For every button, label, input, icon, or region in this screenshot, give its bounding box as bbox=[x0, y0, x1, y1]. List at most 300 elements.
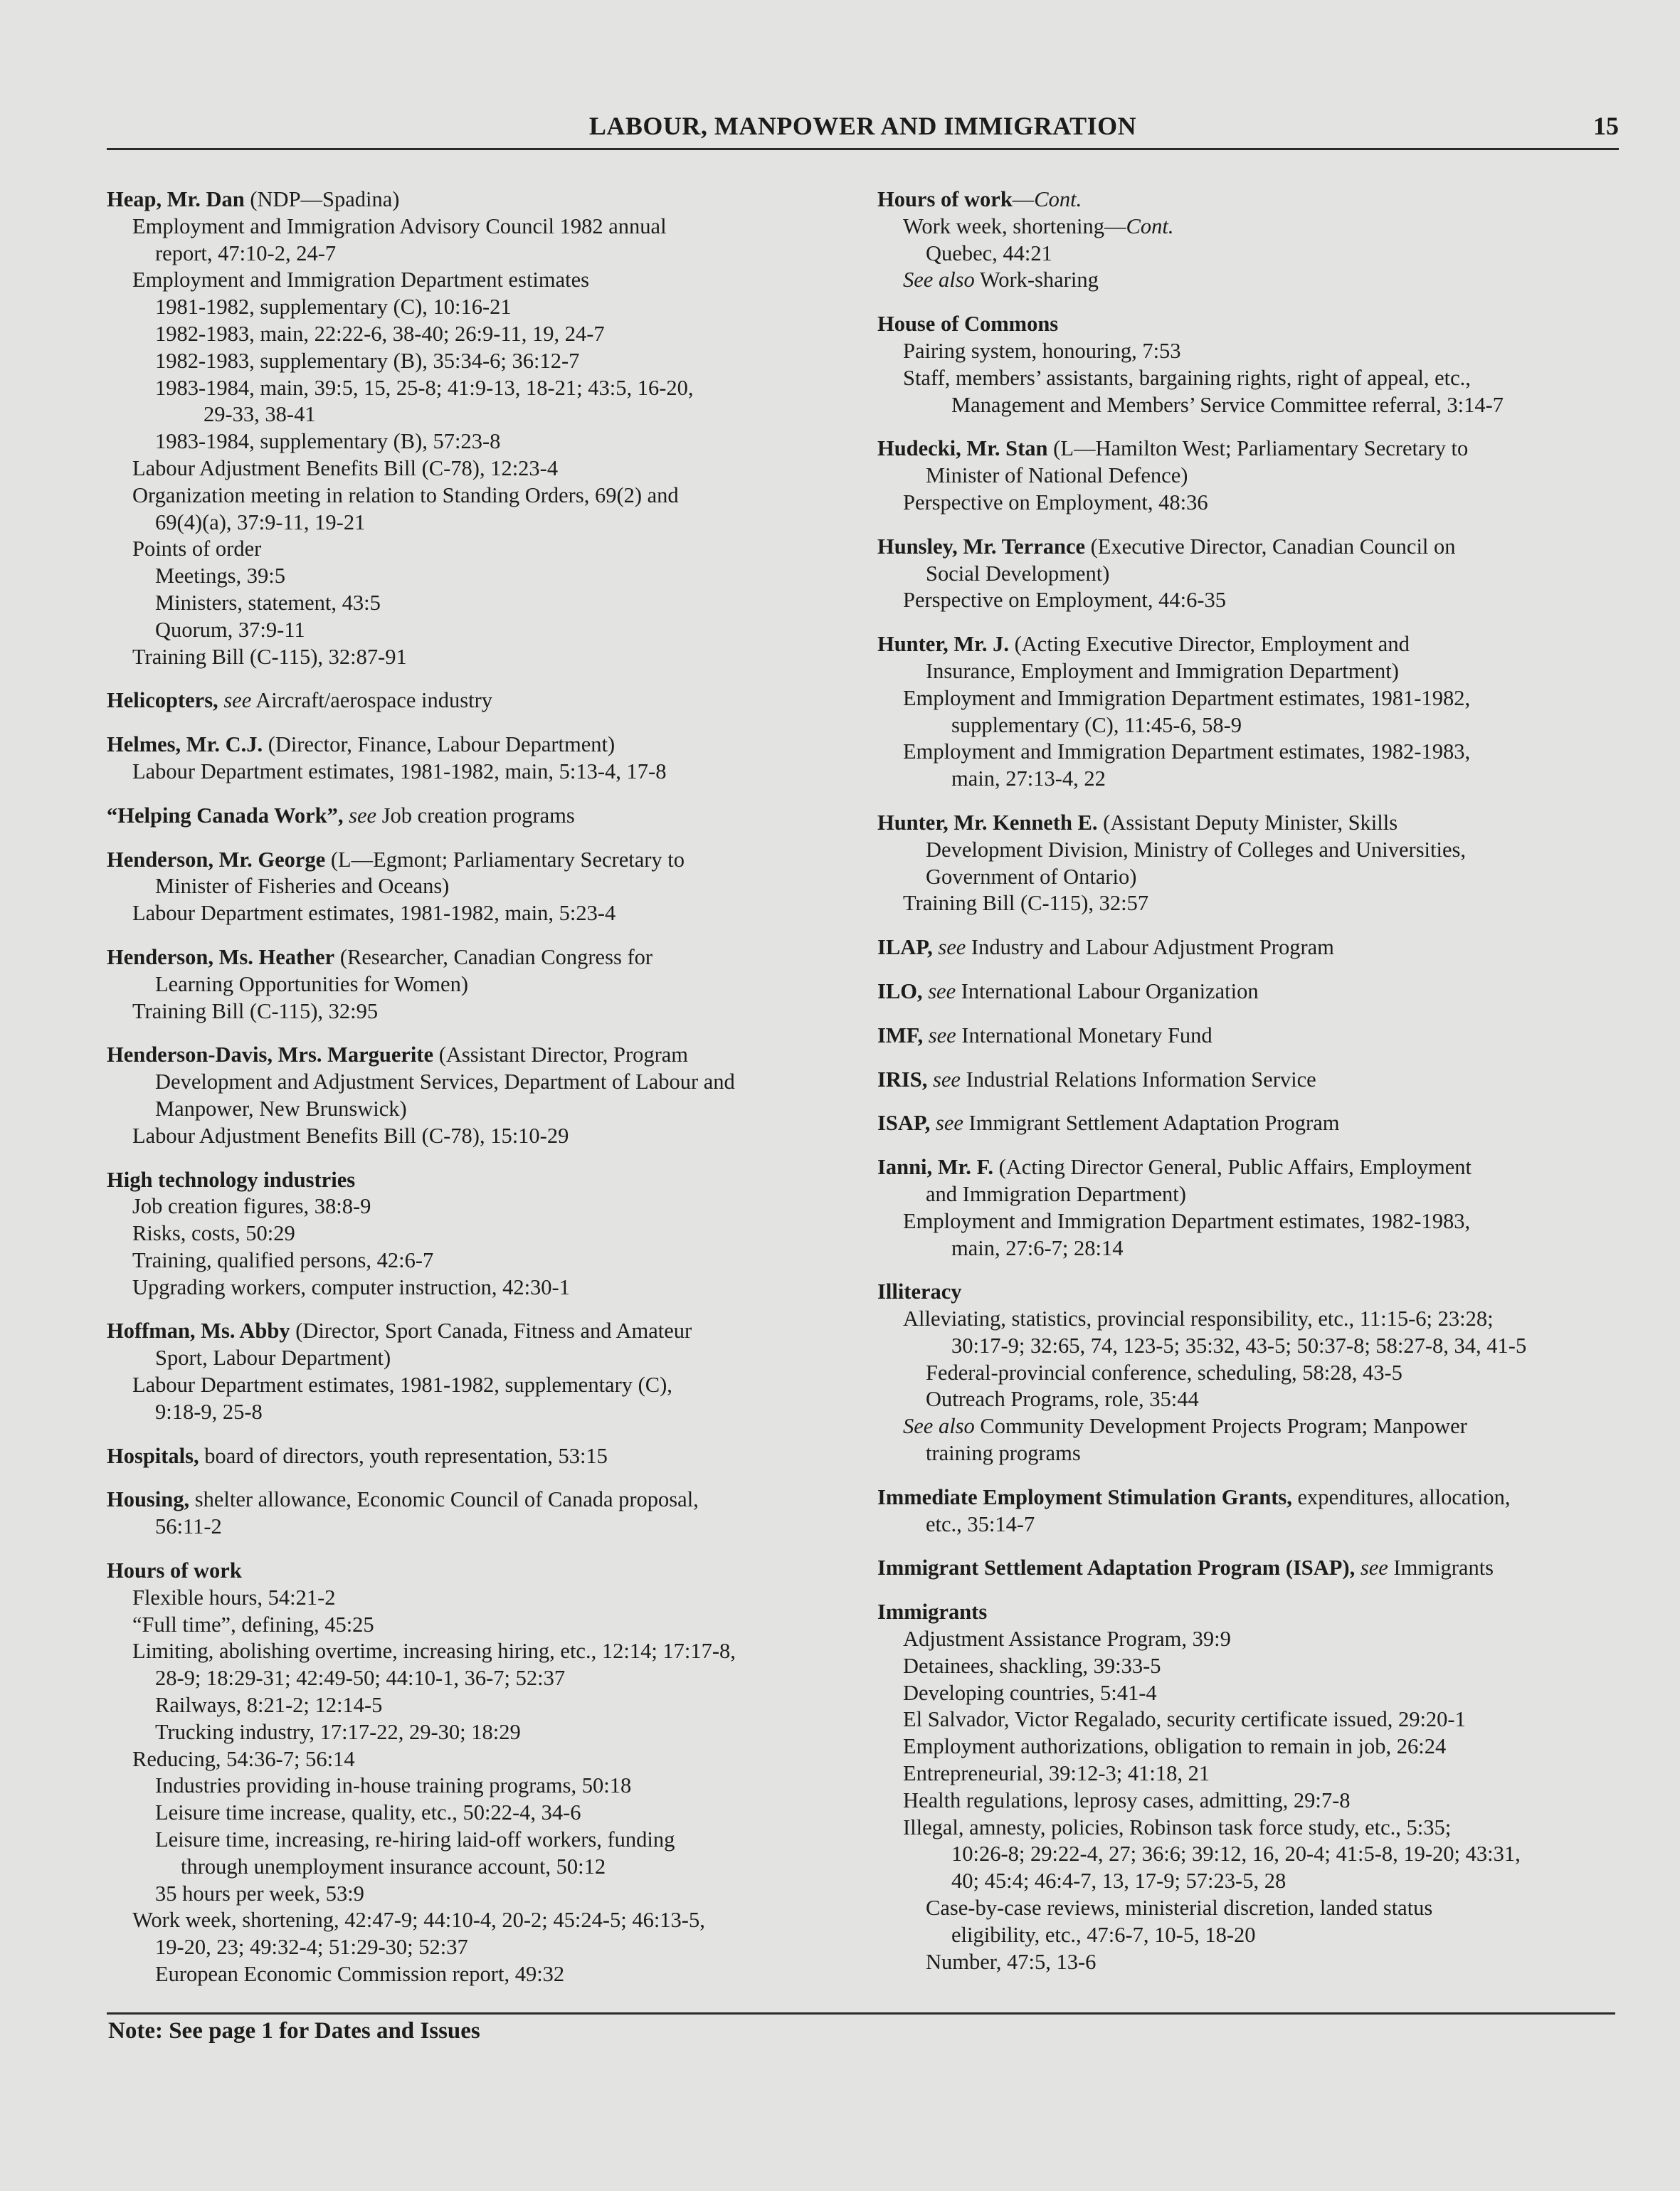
cross-reference-text: see bbox=[223, 688, 252, 713]
index-text: Perspective on Employment, 44:6-35 bbox=[903, 588, 1227, 613]
index-entry bbox=[107, 944, 854, 1025]
index-text bbox=[1355, 1556, 1361, 1580]
index-entry bbox=[877, 934, 1624, 961]
index-text: Meetings, 39:5 bbox=[155, 564, 285, 588]
index-text: Development Division, Ministry of Colleges and Universities, bbox=[926, 837, 1467, 862]
index-text: Case-by-case reviews, ministerial discretion, landed status bbox=[926, 1896, 1433, 1921]
cross-reference-text: See also bbox=[903, 1414, 975, 1439]
index-text: Leisure time increase, quality, etc., 50:22-4, 34-6 bbox=[155, 1800, 581, 1825]
index-heading-line bbox=[107, 803, 854, 830]
index-subentry-line bbox=[107, 1096, 854, 1123]
index-subentry-line bbox=[107, 1399, 854, 1426]
index-text: (Researcher, Canadian Congress for bbox=[334, 944, 653, 969]
index-subentry-line bbox=[107, 998, 854, 1025]
index-entry bbox=[107, 1487, 854, 1541]
index-text: Labour Department estimates, 1981-1982, main, 5:13-4, 17-8 bbox=[132, 759, 667, 783]
index-heading-text: Illiteracy bbox=[877, 1279, 962, 1304]
index-subentry-line bbox=[877, 1235, 1624, 1262]
index-text: Minister of Fisheries and Oceans) bbox=[155, 874, 450, 899]
index-text: 19-20, 23; 49:32-4; 51:29-30; 52:37 bbox=[155, 1935, 468, 1960]
index-heading-line bbox=[107, 186, 854, 213]
index-heading-text: Hours of work bbox=[877, 187, 1013, 211]
index-subentry-line bbox=[877, 1841, 1624, 1868]
index-subentry-line bbox=[877, 1511, 1624, 1538]
index-text: Employment and Immigration Department estimates, 1982-1983, bbox=[903, 739, 1471, 764]
index-subentry-line bbox=[107, 1854, 854, 1881]
cross-reference-text: see bbox=[935, 1111, 963, 1136]
index-text: (NDP—Spadina) bbox=[244, 187, 400, 211]
index-text: Risks, costs, 50:29 bbox=[132, 1221, 295, 1246]
index-heading-line bbox=[107, 1318, 854, 1345]
index-heading-line bbox=[877, 1279, 1624, 1306]
index-entry bbox=[107, 1443, 854, 1470]
index-subentry-line bbox=[877, 1413, 1624, 1440]
index-subentry-line bbox=[877, 1360, 1624, 1387]
cross-reference-text: see bbox=[928, 978, 956, 1003]
index-text: — bbox=[1012, 187, 1035, 211]
index-text: main, 27:6-7; 28:14 bbox=[951, 1235, 1124, 1260]
index-heading-line bbox=[877, 311, 1624, 338]
index-subentry-line bbox=[877, 1306, 1624, 1333]
index-text: Immigrant Settlement Adaptation Program bbox=[963, 1111, 1340, 1136]
index-subentry-line bbox=[107, 455, 854, 482]
index-heading-line bbox=[877, 810, 1624, 837]
index-text: (L—Hamilton West; Parliamentary Secretary to bbox=[1047, 436, 1469, 461]
index-text: Health regulations, leprosy cases, admitting, 29:7-8 bbox=[903, 1788, 1351, 1812]
index-subentry-line bbox=[107, 1827, 854, 1854]
index-subentry-line bbox=[877, 463, 1624, 490]
index-text: 1982-1983, main, 22:22-6, 38-40; 26:9-11, 19, 24-7 bbox=[155, 321, 605, 346]
index-text: 29-33, 38-41 bbox=[204, 402, 316, 427]
index-heading-text: Helmes, Mr. C.J. bbox=[107, 732, 263, 757]
index-subentry-line bbox=[877, 1922, 1624, 1949]
index-entry bbox=[107, 1558, 854, 1988]
index-text: 1982-1983, supplementary (B), 35:34-6; 36:12-7 bbox=[155, 348, 580, 373]
index-heading-text: Hunter, Mr. Kenneth E. bbox=[877, 810, 1098, 835]
index-subentry-line bbox=[107, 1247, 854, 1274]
index-heading-line bbox=[877, 1154, 1624, 1181]
index-text: Number, 47:5, 13-6 bbox=[926, 1949, 1097, 1974]
index-heading-line bbox=[877, 1023, 1624, 1050]
index-text: Labour Adjustment Benefits Bill (C-78), 12:23-4 bbox=[132, 455, 559, 480]
index-heading-line bbox=[107, 1167, 854, 1194]
index-text: Community Development Projects Program; Manpower bbox=[974, 1414, 1467, 1439]
index-subentry-line bbox=[107, 401, 854, 428]
index-text: 69(4)(a), 37:9-11, 19-21 bbox=[155, 510, 366, 534]
index-heading-text: Hudecki, Mr. Stan bbox=[877, 436, 1048, 461]
index-text: International Labour Organization bbox=[956, 978, 1259, 1003]
page-number: 15 bbox=[1593, 112, 1619, 140]
index-text: Work week, shortening, 42:47-9; 44:10-4, 20-2; 45:24-5; 46:13-5, bbox=[132, 1908, 705, 1933]
index-heading-line bbox=[877, 1555, 1624, 1582]
index-heading-line bbox=[877, 1110, 1624, 1137]
index-heading-line bbox=[877, 631, 1624, 658]
index-text: Upgrading workers, computer instruction, 42:30-1 bbox=[132, 1274, 570, 1299]
index-subentry-line bbox=[877, 490, 1624, 517]
index-text: main, 27:13-4, 22 bbox=[951, 766, 1106, 791]
index-subentry-line bbox=[877, 712, 1624, 739]
index-subentry-line bbox=[107, 900, 854, 927]
index-text: Employment authorizations, obligation to remain in job, 26:24 bbox=[903, 1734, 1447, 1759]
index-heading-line bbox=[877, 1067, 1624, 1094]
index-heading-line bbox=[877, 1599, 1624, 1626]
index-subentry-line bbox=[877, 1440, 1624, 1467]
index-text: Points of order bbox=[132, 537, 262, 561]
index-entry bbox=[107, 1042, 854, 1149]
index-text: (Acting Executive Director, Employment and bbox=[1008, 632, 1410, 657]
index-heading-text: ISAP, bbox=[877, 1111, 931, 1136]
index-subentry-line bbox=[877, 1760, 1624, 1788]
index-subentry-line bbox=[107, 1800, 854, 1827]
index-subentry-line bbox=[107, 1585, 854, 1612]
index-subentry-line bbox=[877, 890, 1624, 917]
cross-reference-text: see bbox=[938, 935, 966, 960]
index-entry bbox=[877, 534, 1624, 614]
index-heading-text: Immigrant Settlement Adaptation Program (ISAP), bbox=[877, 1556, 1356, 1580]
index-entry bbox=[877, 1110, 1624, 1137]
index-subentry-line bbox=[107, 1665, 854, 1692]
index-column-right bbox=[877, 186, 1624, 1992]
index-subentry-line bbox=[877, 864, 1624, 891]
index-heading-text: Henderson, Ms. Heather bbox=[107, 944, 335, 969]
index-text: Training Bill (C-115), 32:57 bbox=[903, 891, 1149, 916]
index-heading-line bbox=[107, 1487, 854, 1514]
index-heading-text: ILAP, bbox=[877, 935, 933, 960]
index-text: Minister of National Defence) bbox=[926, 463, 1188, 488]
index-heading-line bbox=[107, 847, 854, 874]
index-subentry-line bbox=[107, 1274, 854, 1302]
index-subentry-line bbox=[877, 1733, 1624, 1760]
index-subentry-line bbox=[877, 658, 1624, 685]
index-entry bbox=[877, 435, 1624, 516]
index-text: (Acting Director General, Public Affairs, Employment bbox=[993, 1155, 1472, 1180]
footer-rule bbox=[107, 2012, 1615, 2015]
index-subentry-line bbox=[877, 1895, 1624, 1922]
index-text bbox=[923, 1023, 929, 1047]
index-subentry-line bbox=[877, 1386, 1624, 1413]
index-text: 56:11-2 bbox=[155, 1514, 222, 1539]
index-entry bbox=[877, 1279, 1624, 1467]
index-heading-text: Henderson-Davis, Mrs. Marguerite bbox=[107, 1042, 434, 1067]
index-subentry-line bbox=[877, 685, 1624, 712]
index-text: Employment and Immigration Department estimates, 1982-1983, bbox=[903, 1208, 1471, 1233]
index-text: report, 47:10-2, 24-7 bbox=[155, 241, 337, 265]
index-subentry-line bbox=[107, 1372, 854, 1399]
index-subentry-line bbox=[877, 267, 1624, 294]
index-subentry-line bbox=[877, 1333, 1624, 1360]
index-subentry-line bbox=[107, 1123, 854, 1150]
index-text: shelter allowance, Economic Council of Canada proposal, bbox=[189, 1487, 699, 1512]
index-text: (Director, Finance, Labour Department) bbox=[263, 732, 616, 757]
running-title: LABOUR, MANPOWER AND IMMIGRATION bbox=[588, 112, 1137, 140]
index-text: Training, qualified persons, 42:6-7 bbox=[132, 1247, 434, 1272]
index-text: Management and Members’ Service Committee referral, 3:14-7 bbox=[951, 392, 1504, 417]
index-text: International Monetary Fund bbox=[956, 1023, 1213, 1047]
index-text: 10:26-8; 29:22-4, 27; 36:6; 39:12, 16, 20-4; 41:5-8, 19-20; 43:31, bbox=[951, 1842, 1521, 1867]
index-heading-text: Housing, bbox=[107, 1487, 190, 1512]
index-text: Labour Department estimates, 1981-1982, supplementary (C), bbox=[132, 1373, 672, 1398]
index-text: Labour Adjustment Benefits Bill (C-78), 15:10-29 bbox=[132, 1123, 569, 1148]
index-entry bbox=[877, 1599, 1624, 1975]
index-entry bbox=[107, 803, 854, 830]
index-entry bbox=[877, 1067, 1624, 1094]
index-heading-text: Hospitals, bbox=[107, 1443, 199, 1468]
index-heading-line bbox=[107, 944, 854, 971]
index-heading-text: Hours of work bbox=[107, 1558, 242, 1583]
index-heading-text: Ianni, Mr. F. bbox=[877, 1155, 993, 1180]
index-text: (L—Egmont; Parliamentary Secretary to bbox=[325, 847, 685, 872]
cross-reference-text: see bbox=[1360, 1556, 1388, 1580]
index-subentry-line bbox=[107, 1907, 854, 1934]
index-heading-text: “Helping Canada Work”, bbox=[107, 803, 344, 828]
index-text: El Salvador, Victor Regalado, security certificate issued, 29:20-1 bbox=[903, 1707, 1466, 1732]
index-subentry-line bbox=[877, 766, 1624, 793]
index-text: Employment and Immigration Advisory Council 1982 annual bbox=[132, 213, 667, 238]
index-entry bbox=[877, 810, 1624, 917]
index-subentry-line bbox=[107, 1193, 854, 1220]
index-subentry-line bbox=[877, 1653, 1624, 1680]
index-subentry-line bbox=[107, 1961, 854, 1988]
index-heading-text: ILO, bbox=[877, 978, 923, 1003]
index-subentry-line bbox=[107, 321, 854, 348]
index-entry bbox=[107, 1318, 854, 1425]
index-subentry-line bbox=[107, 617, 854, 644]
index-text: Training Bill (C-115), 32:87-91 bbox=[132, 644, 407, 669]
index-entry bbox=[107, 847, 854, 927]
index-text bbox=[343, 803, 349, 828]
index-subentry-line bbox=[107, 563, 854, 590]
index-subentry-line bbox=[107, 348, 854, 375]
index-text: etc., 35:14-7 bbox=[926, 1511, 1035, 1536]
index-column-left bbox=[107, 186, 854, 2005]
index-heading-text: Immediate Employment Stimulation Grants, bbox=[877, 1484, 1292, 1509]
index-text: eligibility, etc., 47:6-7, 10-5, 18-20 bbox=[951, 1922, 1256, 1947]
index-subentry-line bbox=[107, 482, 854, 510]
index-entry bbox=[877, 1154, 1624, 1262]
index-text: (Assistant Deputy Minister, Skills bbox=[1097, 810, 1398, 835]
index-heading-text: Immigrants bbox=[877, 1600, 988, 1625]
index-text: Quebec, 44:21 bbox=[926, 241, 1052, 265]
index-text: supplementary (C), 11:45-6, 58-9 bbox=[951, 712, 1242, 737]
index-subentry-line bbox=[107, 1934, 854, 1961]
index-heading-line bbox=[877, 978, 1624, 1005]
index-entry bbox=[877, 631, 1624, 793]
index-text: Job creation figures, 38:8-9 bbox=[132, 1194, 371, 1219]
index-text: Employment and Immigration Department estimates bbox=[132, 268, 590, 292]
cross-reference-text: see bbox=[932, 1067, 961, 1092]
index-subentry-line bbox=[107, 267, 854, 294]
index-heading-line bbox=[877, 186, 1624, 213]
index-subentry-line bbox=[877, 1868, 1624, 1895]
index-text: Leisure time, increasing, re-hiring laid-off workers, funding bbox=[155, 1827, 675, 1852]
index-heading-text: Hunsley, Mr. Terrance bbox=[877, 534, 1086, 559]
index-heading-text: House of Commons bbox=[877, 312, 1059, 337]
index-subentry-line bbox=[877, 1680, 1624, 1707]
index-subentry-line bbox=[877, 1815, 1624, 1842]
index-text: Industrial Relations Information Service bbox=[960, 1067, 1316, 1092]
index-text: Federal-provincial conference, scheduling, 58:28, 43-5 bbox=[926, 1360, 1402, 1385]
index-text: Developing countries, 5:41-4 bbox=[903, 1680, 1157, 1705]
index-text: 1983-1984, supplementary (B), 57:23-8 bbox=[155, 429, 501, 454]
index-text: Organization meeting in relation to Standing Orders, 69(2) and bbox=[132, 482, 679, 507]
index-entry bbox=[107, 687, 854, 714]
index-heading-text: Helicopters, bbox=[107, 688, 218, 713]
index-subentry-line bbox=[877, 392, 1624, 419]
index-text: 1983-1984, main, 39:5, 15, 25-8; 41:9-13, 18-21; 43:5, 16-20, bbox=[155, 375, 694, 400]
index-text: Labour Department estimates, 1981-1982, main, 5:23-4 bbox=[132, 901, 616, 926]
cross-reference-text: See also bbox=[903, 268, 975, 292]
index-subentry-line bbox=[877, 365, 1624, 392]
index-heading-text: Hoffman, Ms. Abby bbox=[107, 1319, 290, 1343]
index-text: “Full time”, defining, 45:25 bbox=[132, 1612, 374, 1637]
index-heading-line bbox=[877, 934, 1624, 961]
index-entry bbox=[877, 311, 1624, 418]
index-text: Aircraft/aerospace industry bbox=[251, 688, 493, 713]
index-text: Trucking industry, 17:17-22, 29-30; 18:29 bbox=[155, 1719, 521, 1744]
index-text: 28-9; 18:29-31; 42:49-50; 44:10-1, 36-7; 52:37 bbox=[155, 1666, 566, 1691]
index-text bbox=[930, 1111, 936, 1135]
index-text: Work-sharing bbox=[974, 268, 1099, 292]
index-subentry-line bbox=[107, 1345, 854, 1372]
index-subentry-line bbox=[107, 873, 854, 900]
index-subentry-line bbox=[107, 759, 854, 786]
index-text: Learning Opportunities for Women) bbox=[155, 971, 468, 996]
index-text: Industry and Labour Adjustment Program bbox=[966, 935, 1334, 960]
index-subentry-line bbox=[107, 1692, 854, 1719]
index-subentry-line bbox=[107, 510, 854, 537]
cross-reference-text: Cont. bbox=[1034, 187, 1082, 211]
index-subentry-line bbox=[107, 1514, 854, 1541]
index-subentry-line bbox=[877, 1706, 1624, 1733]
index-heading-line bbox=[107, 1443, 854, 1470]
index-text: Government of Ontario) bbox=[926, 864, 1137, 889]
index-text: 40; 45:4; 46:4-7, 13, 17-9; 57:23-5, 28 bbox=[951, 1869, 1287, 1894]
page-header bbox=[107, 107, 1619, 150]
index-heading-line bbox=[107, 687, 854, 714]
index-text: (Director, Sport Canada, Fitness and Amateur bbox=[290, 1319, 692, 1343]
index-text: Illegal, amnesty, policies, Robinson task force study, etc., 5:35; bbox=[903, 1815, 1452, 1839]
index-subentry-line bbox=[107, 644, 854, 671]
index-text: Railways, 8:21-2; 12:14-5 bbox=[155, 1693, 383, 1718]
index-subentry-line bbox=[107, 375, 854, 402]
index-subentry-line bbox=[877, 1626, 1624, 1653]
index-heading-line bbox=[877, 435, 1624, 463]
index-subentry-line bbox=[107, 536, 854, 563]
index-text: and Immigration Department) bbox=[926, 1181, 1186, 1206]
index-entry bbox=[107, 1167, 854, 1302]
index-text: Limiting, abolishing overtime, increasing hiring, etc., 12:14; 17:17-8, bbox=[132, 1639, 736, 1664]
index-text: European Economic Commission report, 49:32 bbox=[155, 1962, 565, 1987]
index-text: Staff, members’ assistants, bargaining rights, right of appeal, etc., bbox=[903, 365, 1471, 390]
index-text: 9:18-9, 25-8 bbox=[155, 1399, 263, 1424]
index-subentry-line bbox=[877, 1949, 1624, 1976]
index-heading-line bbox=[877, 1484, 1624, 1511]
index-text: Alleviating, statistics, provincial responsibility, etc., 11:15-6; 23:28; bbox=[903, 1306, 1494, 1331]
index-subentry-line bbox=[107, 294, 854, 321]
index-heading-text: IMF, bbox=[877, 1023, 924, 1047]
index-subentry-line bbox=[877, 338, 1624, 365]
index-subentry-line bbox=[107, 428, 854, 455]
index-subentry-line bbox=[107, 213, 854, 241]
index-text: Outreach Programs, role, 35:44 bbox=[926, 1387, 1199, 1412]
index-heading-line bbox=[107, 1558, 854, 1585]
index-subentry-line bbox=[107, 241, 854, 268]
index-text: Work week, shortening— bbox=[903, 213, 1126, 238]
index-heading-text: Hunter, Mr. J. bbox=[877, 632, 1009, 657]
index-subentry-line bbox=[107, 1220, 854, 1247]
index-text: Training Bill (C-115), 32:95 bbox=[132, 998, 379, 1023]
index-text: Reducing, 54:36-7; 56:14 bbox=[132, 1746, 355, 1771]
index-entry bbox=[877, 1023, 1624, 1050]
index-subentry-line bbox=[107, 1881, 854, 1908]
index-text: Detainees, shackling, 39:33-5 bbox=[903, 1653, 1161, 1678]
index-text: Job creation programs bbox=[376, 803, 575, 828]
index-text: Pairing system, honouring, 7:53 bbox=[903, 338, 1181, 363]
index-text: Industries providing in-house training programs, 50:18 bbox=[155, 1773, 632, 1798]
index-subentry-line bbox=[877, 1208, 1624, 1235]
index-subentry-line bbox=[877, 587, 1624, 614]
cross-reference-text: Cont. bbox=[1126, 213, 1174, 238]
index-subentry-line bbox=[877, 1181, 1624, 1208]
index-entry bbox=[107, 186, 854, 670]
cross-reference-text: see bbox=[349, 803, 377, 828]
index-heading-line bbox=[107, 732, 854, 759]
index-text: Immigrants bbox=[1388, 1556, 1494, 1580]
index-subentry-line bbox=[107, 1746, 854, 1773]
index-text: Sport, Labour Department) bbox=[155, 1346, 391, 1371]
index-text: board of directors, youth representation, 53:15 bbox=[199, 1443, 608, 1468]
index-heading-line bbox=[877, 534, 1624, 561]
index-heading-line bbox=[107, 1042, 854, 1069]
index-text: 35 hours per week, 53:9 bbox=[155, 1881, 364, 1906]
index-text: through unemployment insurance account, 50:12 bbox=[181, 1854, 606, 1879]
index-entry bbox=[877, 1484, 1624, 1538]
index-text: training programs bbox=[926, 1441, 1081, 1466]
index-text: Adjustment Assistance Program, 39:9 bbox=[903, 1627, 1231, 1652]
index-text: Flexible hours, 54:21-2 bbox=[132, 1585, 336, 1610]
index-text: expenditures, allocation, bbox=[1291, 1484, 1511, 1509]
index-subentry-line bbox=[107, 590, 854, 617]
index-subentry-line bbox=[877, 561, 1624, 588]
index-heading-text: IRIS, bbox=[877, 1067, 928, 1092]
index-text: 30:17-9; 32:65, 74, 123-5; 35:32, 43-5; 50:37-8; 58:27-8, 34, 41-5 bbox=[951, 1333, 1527, 1358]
index-subentry-line bbox=[877, 241, 1624, 268]
index-subentry-line bbox=[877, 837, 1624, 864]
index-text: Ministers, statement, 43:5 bbox=[155, 590, 381, 615]
index-text: Development and Adjustment Services, Department of Labour and bbox=[155, 1070, 735, 1094]
index-heading-text: High technology industries bbox=[107, 1167, 356, 1192]
index-entry bbox=[877, 1555, 1624, 1582]
index-subentry-line bbox=[877, 1788, 1624, 1815]
index-subentry-line bbox=[107, 1638, 854, 1665]
index-text: Quorum, 37:9-11 bbox=[155, 617, 305, 642]
cross-reference-text: see bbox=[928, 1023, 956, 1047]
index-heading-text: Henderson, Mr. George bbox=[107, 847, 326, 872]
index-text: Employment and Immigration Department estimates, 1981-1982, bbox=[903, 685, 1471, 710]
index-text: 1981-1982, supplementary (C), 10:16-21 bbox=[155, 295, 512, 320]
index-subentry-line bbox=[107, 971, 854, 998]
index-subentry-line bbox=[107, 1719, 854, 1746]
index-subentry-line bbox=[107, 1069, 854, 1096]
index-text: (Assistant Director, Program bbox=[433, 1042, 689, 1067]
index-text: Perspective on Employment, 48:36 bbox=[903, 490, 1208, 514]
index-subentry-line bbox=[107, 1612, 854, 1639]
index-text bbox=[927, 1067, 933, 1092]
index-text: Insurance, Employment and Immigration Department) bbox=[926, 658, 1399, 683]
index-text: Manpower, New Brunswick) bbox=[155, 1096, 407, 1121]
index-entry bbox=[877, 978, 1624, 1005]
index-subentry-line bbox=[877, 213, 1624, 241]
